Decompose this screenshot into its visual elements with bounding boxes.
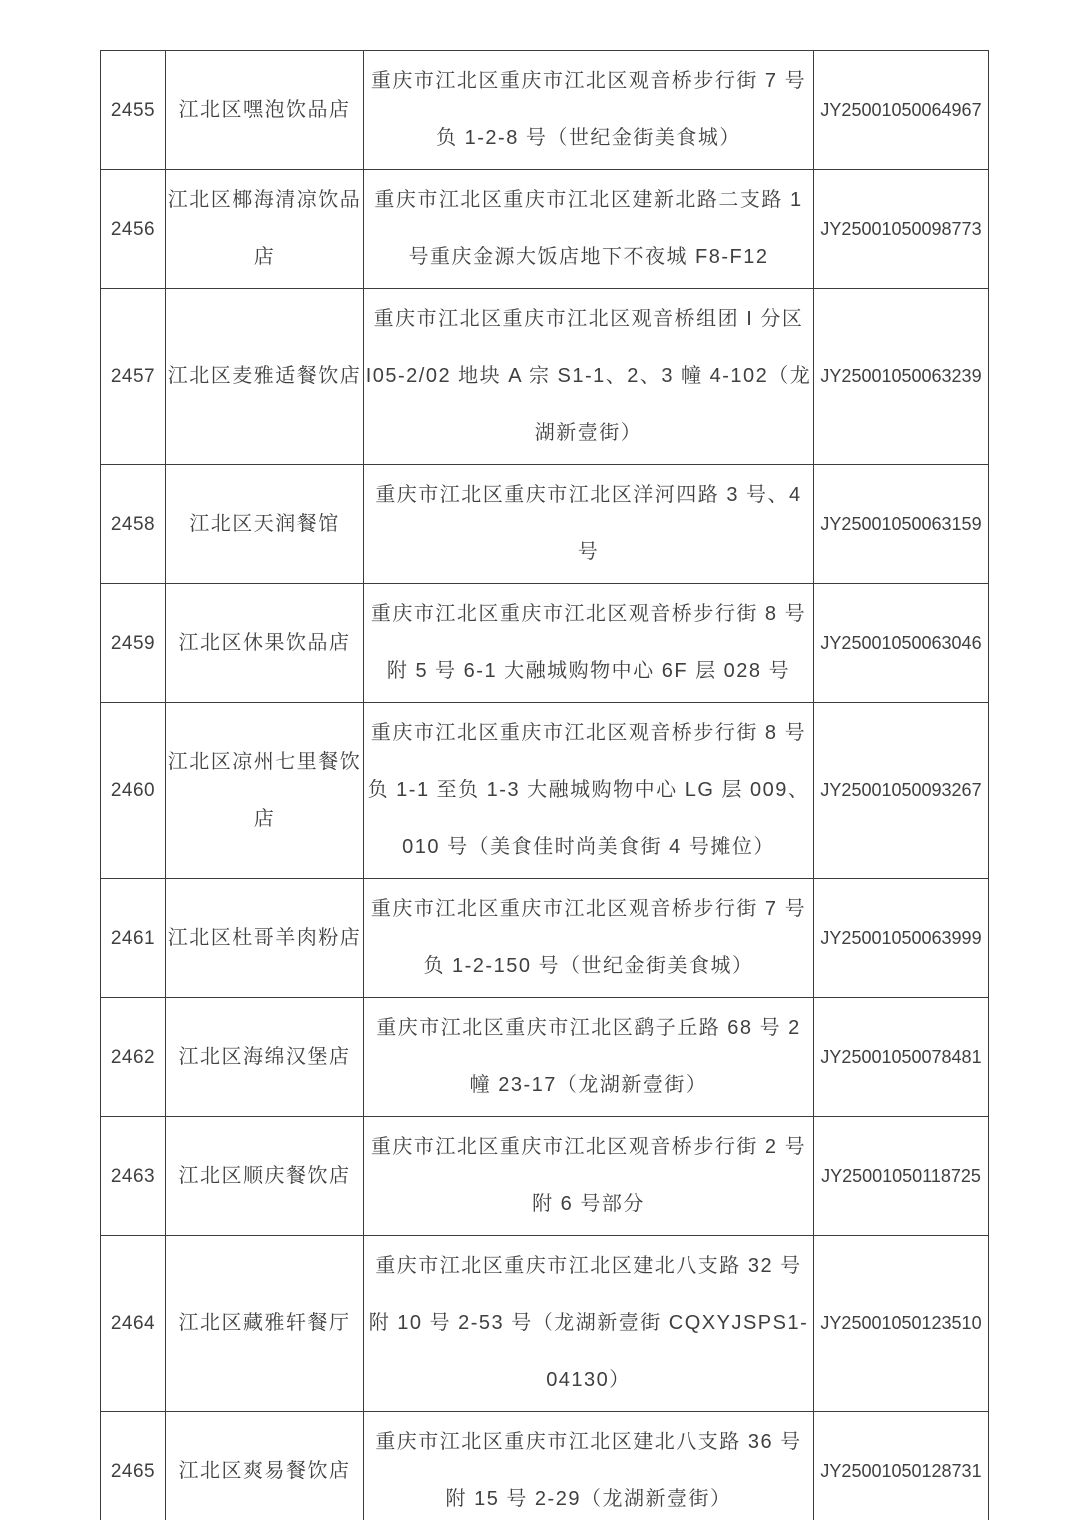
license-cell: JY25001050064967: [814, 51, 989, 170]
table-row: [101, 1117, 989, 1236]
table-row: [101, 1236, 989, 1412]
name-cell: 江北区顺庆餐饮店: [166, 1117, 364, 1236]
address-cell: 重庆市江北区重庆市江北区观音桥组团 I 分区 I05-2/02 地块 A 宗 S1-1、2、3 幢 4-102（龙湖新壹街）: [364, 289, 814, 465]
license-cell: JY25001050118725: [814, 1117, 989, 1236]
name-cell: 江北区爽易餐饮店: [166, 1412, 364, 1520]
table-row: [101, 879, 989, 998]
seq-cell: 2460: [101, 703, 166, 879]
name-cell: 江北区休果饮品店: [166, 584, 364, 703]
name-cell: 江北区麦雅适餐饮店: [166, 289, 364, 465]
address-cell: 重庆市江北区重庆市江北区观音桥步行街 7 号负 1-2-8 号（世纪金街美食城）: [364, 51, 814, 170]
food-license-table: [100, 50, 989, 1520]
seq-cell: 2459: [101, 584, 166, 703]
seq-cell: 2461: [101, 879, 166, 998]
seq-cell: 2455: [101, 51, 166, 170]
name-cell: 江北区凉州七里餐饮店: [166, 703, 364, 879]
license-cell: JY25001050078481: [814, 998, 989, 1117]
seq-cell: 2462: [101, 998, 166, 1117]
table-row: [101, 584, 989, 703]
seq-cell: 2456: [101, 170, 166, 289]
table-row: [101, 465, 989, 584]
seq-cell: 2458: [101, 465, 166, 584]
seq-cell: 2463: [101, 1117, 166, 1236]
table-row: [101, 289, 989, 465]
address-cell: 重庆市江北区重庆市江北区观音桥步行街 8 号负 1-1 至负 1-3 大融城购物中心 LG 层 009、010 号（美食佳时尚美食街 4 号摊位）: [364, 703, 814, 879]
name-cell: 江北区藏雅轩餐厅: [166, 1236, 364, 1412]
license-cell: JY25001050093267: [814, 703, 989, 879]
address-cell: 重庆市江北区重庆市江北区建北八支路 36 号附 15 号 2-29（龙湖新壹街）: [364, 1412, 814, 1520]
address-cell: 重庆市江北区重庆市江北区鹞子丘路 68 号 2 幢 23-17（龙湖新壹街）: [364, 998, 814, 1117]
license-cell: JY25001050123510: [814, 1236, 989, 1412]
license-cell: JY25001050063046: [814, 584, 989, 703]
seq-cell: 2464: [101, 1236, 166, 1412]
name-cell: 江北区海绵汉堡店: [166, 998, 364, 1117]
license-cell: JY25001050063159: [814, 465, 989, 584]
table-body: [101, 51, 989, 1520]
name-cell: 江北区椰海清凉饮品店: [166, 170, 364, 289]
seq-cell: 2465: [101, 1412, 166, 1520]
address-cell: 重庆市江北区重庆市江北区观音桥步行街 2 号附 6 号部分: [364, 1117, 814, 1236]
seq-cell: 2457: [101, 289, 166, 465]
license-cell: JY25001050063239: [814, 289, 989, 465]
table-row: [101, 51, 989, 170]
name-cell: 江北区嘿泡饮品店: [166, 51, 364, 170]
address-cell: 重庆市江北区重庆市江北区建新北路二支路 1 号重庆金源大饭店地下不夜城 F8-F12: [364, 170, 814, 289]
table-row: [101, 170, 989, 289]
address-cell: 重庆市江北区重庆市江北区洋河四路 3 号、4 号: [364, 465, 814, 584]
license-cell: JY25001050128731: [814, 1412, 989, 1520]
table-row: [101, 1412, 989, 1520]
table-row: [101, 703, 989, 879]
address-cell: 重庆市江北区重庆市江北区建北八支路 32 号附 10 号 2-53 号（龙湖新壹街 CQXYJSPS1-04130）: [364, 1236, 814, 1412]
name-cell: 江北区天润餐馆: [166, 465, 364, 584]
license-cell: JY25001050063999: [814, 879, 989, 998]
address-cell: 重庆市江北区重庆市江北区观音桥步行街 7 号负 1-2-150 号（世纪金街美食城）: [364, 879, 814, 998]
name-cell: 江北区杜哥羊肉粉店: [166, 879, 364, 998]
address-cell: 重庆市江北区重庆市江北区观音桥步行街 8 号附 5 号 6-1 大融城购物中心 6F 层 028 号: [364, 584, 814, 703]
license-cell: JY25001050098773: [814, 170, 989, 289]
table-row: [101, 998, 989, 1117]
